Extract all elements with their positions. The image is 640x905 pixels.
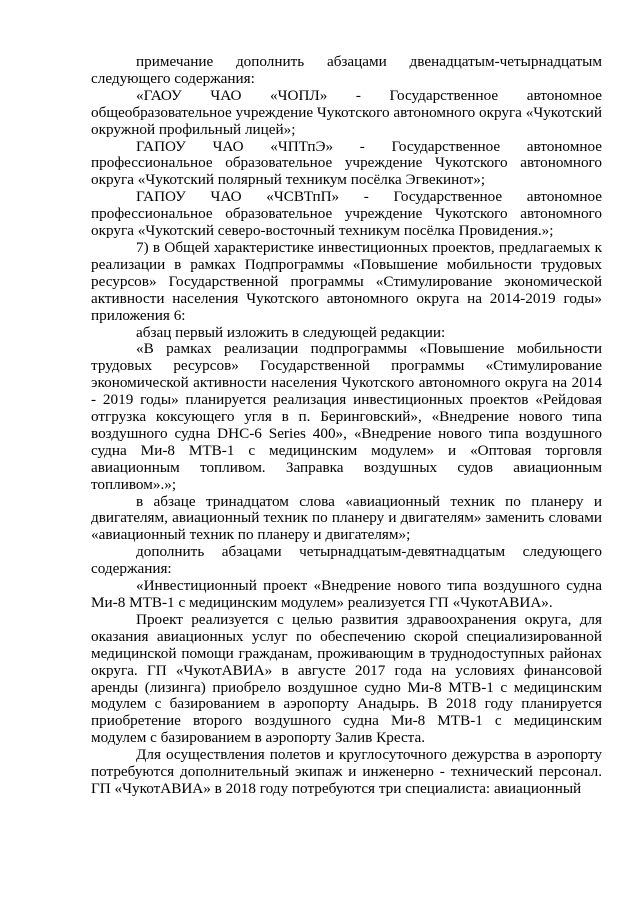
paragraph-add-abzacs: дополнить абзацами четырнадцатым-девятнадцатым следующего содержания:: [91, 543, 602, 578]
paragraph-first-abzac: абзац первый изложить в следующей редакции:: [136, 323, 446, 341]
paragraph-gaou-chopl: «ГАОУ ЧАО «ЧОПЛ» - Государственное автономное общеобразовательное учреждение Чукотского автономного округа «Чукотский окружной профильный лицей»;: [91, 86, 602, 138]
paragraph-gapou-chsvtpp: ГАПОУ ЧАО «ЧСВТпП» - Государственное автономное профессиональное образовательное учреждение Чукотского автономного округа «Чукотский северо-восточный техникум посёлка Провидения.»;: [91, 188, 602, 240]
paragraph-project-goal: Проект реализуется с целью развития здравоохранения округа, для оказания авиационных услуг по обеспечению скорой специализированной медицинской помощи гражданам, проживающим в труднодоступных районах округа. ГП «ЧукотАВИА» в августе 2017 года на условиях финансовой аренды (лизинга) приобрело воздушное судно Ми-8 МТВ-1 с медицинским модулем с базированием в аэропорту Анадырь. В 2018 году планируется приобретение второго воздушного судна Ми-8 МТВ-1 с медицинским модулем с базированием в аэропорту Залив Креста.: [91, 610, 602, 747]
paragraph-item-7: 7) в Общей характеристике инвестиционных проектов, предлагаемых к реализации в рамках Подпрограммы «Повышение мобильности трудовых ресурсов» Государственной программы «Стимулирование экономической активности населения Чукотского автономного округа на 2014-2019 годы» приложения 6:: [91, 238, 602, 324]
paragraph-abzac-13: в абзаце тринадцатом слова «авиационный техник по планеру и двигателям, авиационный техник по планеру и двигателям» заменить словами «авиационный техник по планеру и двигателям»;: [91, 492, 602, 544]
paragraph-investment-project: «Инвестиционный проект «Внедрение нового типа воздушного судна Ми-8 МТВ-1 с медицинским модулем» реализуется ГП «ЧукотАВИА».: [91, 577, 602, 611]
paragraph-subprogram-quote: «В рамках реализации подпрограммы «Повышение мобильности трудовых ресурсов» Государственной программы «Стимулирование экономической активности населения Чукотского автономного округа на 2014 - 2019 годы» планируется реализация инвестиционных проектов «Рейдовая отгрузка коксующего угля в п. Беринговский», «Внедрение нового типа воздушного судна DHC-6 Series 400», «Внедрение нового типа воздушного судна Ми-8 МТВ-1 с медицинским модулем» и «Оптовая торговля авиационным топливом. Заправка воздушных судов авиационным топливом».»;: [91, 340, 602, 493]
paragraph-flights-staff: Для осуществления полетов и круглосуточного дежурства в аэропорту потребуются дополнительный экипаж и инженерно - технический персонал. ГП «ЧукотАВИА» в 2018 году потребуются три специалиста: авиационный: [91, 746, 602, 797]
paragraph-note-addition: примечание дополнить абзацами двенадцатым-четырнадцатым следующего содержания:: [91, 53, 602, 87]
paragraph-gapou-chptpe: ГАПОУ ЧАО «ЧПТпЭ» - Государственное автономное профессиональное образовательное учреждение Чукотского автономного округа «Чукотский полярный техникум посёлка Эгвекинот»;: [91, 137, 602, 189]
